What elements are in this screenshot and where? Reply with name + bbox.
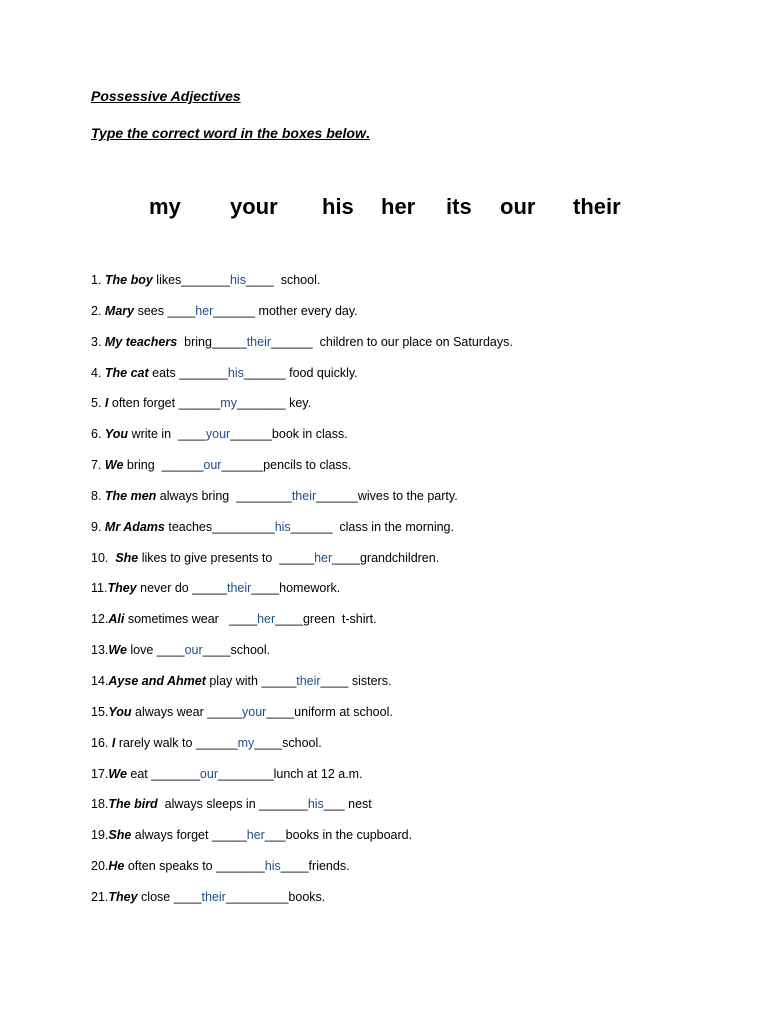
exercise-item bbox=[91, 610, 731, 641]
item-number: 5. bbox=[91, 396, 105, 411]
item-answer[interactable]: my bbox=[237, 735, 255, 750]
item-text-before: often speaks to _______ bbox=[124, 859, 265, 874]
item-text-after: ____uniform at school. bbox=[266, 704, 393, 719]
item-number: 15. bbox=[91, 704, 109, 719]
item-answer[interactable]: her bbox=[257, 612, 276, 627]
word-bank-word: her bbox=[381, 194, 416, 219]
item-text-after: ______ food quickly. bbox=[243, 365, 358, 380]
word-bank-word: its bbox=[446, 194, 472, 219]
exercise-item bbox=[91, 734, 731, 765]
word-bank-word: my bbox=[149, 194, 181, 219]
item-subject: Mary bbox=[104, 303, 135, 318]
item-subject: The boy bbox=[104, 273, 153, 287]
item-text-before: write in ____ bbox=[128, 427, 206, 442]
word-bank-word: our bbox=[500, 194, 536, 219]
worksheet-title: Possessive Adjectives bbox=[91, 88, 241, 104]
exercise-item bbox=[91, 857, 731, 888]
item-subject: The men bbox=[104, 488, 157, 503]
exercise-item bbox=[91, 271, 731, 302]
item-text-before: bring ______ bbox=[123, 458, 204, 473]
item-text-before: close ____ bbox=[137, 889, 202, 904]
item-answer[interactable]: their bbox=[296, 673, 321, 688]
item-text-after: ____school. bbox=[254, 735, 322, 750]
item-text-before: sees ____ bbox=[134, 303, 196, 318]
item-subject: They bbox=[108, 889, 138, 904]
exercise-item bbox=[91, 549, 731, 580]
item-subject: They bbox=[107, 581, 137, 596]
item-number: 21. bbox=[91, 889, 109, 904]
item-text-before: bring_____ bbox=[177, 334, 247, 349]
item-text-after: ______wives to the party. bbox=[316, 488, 458, 503]
word-bank-word: his bbox=[322, 194, 354, 219]
item-text-after: ______book in class. bbox=[230, 427, 348, 442]
item-answer[interactable]: his bbox=[264, 859, 281, 874]
item-number: 20. bbox=[91, 859, 109, 874]
item-subject: Ayse and Ahmet bbox=[108, 673, 206, 688]
word-bank-word: your bbox=[230, 194, 278, 219]
item-text-before: always forget _____ bbox=[131, 828, 247, 843]
item-answer[interactable]: his bbox=[229, 273, 246, 287]
item-answer[interactable]: my bbox=[220, 396, 237, 411]
item-text-after: ____homework. bbox=[251, 581, 341, 596]
item-subject: I bbox=[111, 735, 116, 750]
item-text-after: ____ school. bbox=[245, 273, 321, 287]
exercise-item bbox=[91, 703, 731, 734]
item-text-after: ____friends. bbox=[280, 859, 350, 874]
item-answer[interactable]: their bbox=[227, 581, 252, 596]
exercise-item bbox=[91, 765, 731, 796]
item-answer[interactable]: your bbox=[242, 704, 267, 719]
item-answer[interactable]: his bbox=[227, 365, 244, 380]
exercise-item bbox=[91, 518, 731, 549]
exercise-item bbox=[91, 888, 731, 919]
item-text-after: ____green t-shirt. bbox=[275, 612, 377, 627]
item-answer[interactable]: your bbox=[205, 427, 231, 442]
item-subject: You bbox=[108, 704, 132, 719]
item-text-after: ____ sisters. bbox=[320, 673, 392, 688]
item-answer[interactable]: her bbox=[195, 303, 214, 318]
item-text-before: always sleeps in _______ bbox=[157, 797, 308, 812]
item-subject: You bbox=[104, 427, 129, 442]
item-text-before: eats _______ bbox=[148, 365, 228, 380]
item-text-after: _______ key. bbox=[236, 396, 312, 411]
item-number: 4. bbox=[91, 365, 105, 380]
item-subject: The bird bbox=[108, 797, 158, 812]
item-text-after: ________lunch at 12 a.m. bbox=[218, 766, 363, 781]
item-text-before: likes to give presents to _____ bbox=[138, 550, 315, 565]
item-text-before: often forget ______ bbox=[108, 396, 221, 411]
item-subject: I bbox=[104, 396, 109, 411]
exercise-list bbox=[91, 271, 731, 919]
item-answer[interactable]: his bbox=[274, 519, 291, 534]
item-answer[interactable]: their bbox=[246, 334, 272, 349]
exercise-item bbox=[91, 394, 731, 425]
item-text-before: rarely walk to ______ bbox=[115, 735, 238, 750]
item-subject: We bbox=[108, 643, 127, 658]
item-text-before: teaches_________ bbox=[164, 519, 275, 534]
item-answer[interactable]: her bbox=[246, 828, 265, 843]
item-text-before: never do _____ bbox=[136, 581, 227, 596]
item-text-after: ______ children to our place on Saturdays. bbox=[271, 334, 513, 349]
item-text-before: eat _______ bbox=[126, 766, 200, 781]
exercise-item bbox=[91, 826, 731, 857]
exercise-item bbox=[91, 333, 731, 364]
item-text-after: _________books. bbox=[225, 889, 326, 904]
exercise-item bbox=[91, 364, 731, 395]
item-subject: The cat bbox=[104, 365, 149, 380]
word-bank-word: their bbox=[573, 194, 621, 219]
item-answer[interactable]: her bbox=[314, 550, 333, 565]
item-number: 6. bbox=[91, 427, 105, 442]
item-subject: Mr Adams bbox=[104, 519, 165, 534]
exercise-item bbox=[91, 579, 731, 610]
item-number: 7. bbox=[91, 458, 105, 473]
item-number: 3. bbox=[91, 334, 105, 349]
exercise-item bbox=[91, 456, 731, 487]
item-subject: She bbox=[108, 828, 132, 843]
item-number: 13. bbox=[91, 643, 109, 658]
item-text-after: ______pencils to class. bbox=[221, 458, 352, 473]
item-number: 17. bbox=[91, 766, 109, 781]
item-answer[interactable]: our bbox=[199, 766, 218, 781]
exercise-item bbox=[91, 672, 731, 703]
exercise-item bbox=[91, 425, 731, 456]
item-text-after: ____school. bbox=[202, 643, 271, 658]
item-subject: My teachers bbox=[104, 334, 178, 349]
item-answer[interactable]: our bbox=[184, 643, 203, 658]
item-subject: We bbox=[104, 458, 124, 473]
item-number: 14. bbox=[91, 673, 109, 688]
item-answer[interactable]: their bbox=[201, 889, 226, 904]
item-number: 9. bbox=[91, 519, 105, 534]
item-number: 2. bbox=[91, 303, 105, 318]
worksheet-instruction bbox=[91, 125, 370, 141]
item-number: 16. bbox=[91, 735, 112, 750]
word-bank bbox=[0, 194, 768, 224]
item-number: 11. bbox=[91, 581, 108, 596]
item-text-before: likes_______ bbox=[152, 273, 230, 287]
item-text-after: ___books in the cupboard. bbox=[264, 828, 413, 843]
item-answer[interactable]: our bbox=[203, 458, 222, 473]
item-subject: He bbox=[108, 859, 125, 874]
item-number: 18. bbox=[91, 797, 109, 812]
item-subject: She bbox=[115, 550, 139, 565]
item-number: 19. bbox=[91, 828, 109, 843]
exercise-item bbox=[91, 487, 731, 518]
item-subject: We bbox=[108, 766, 127, 781]
instruction-text: Type the correct word in the boxes below bbox=[91, 125, 366, 141]
item-number: 12. bbox=[91, 612, 109, 627]
exercise-item bbox=[91, 795, 731, 826]
item-number: 8. bbox=[91, 488, 105, 503]
item-text-after: ______ class in the morning. bbox=[290, 519, 454, 534]
item-text-before: always bring ________ bbox=[156, 488, 292, 503]
item-text-after: ___ nest bbox=[323, 797, 372, 812]
item-text-before: play with _____ bbox=[205, 673, 297, 688]
item-text-before: sometimes wear ____ bbox=[124, 612, 258, 627]
item-text-before: always wear _____ bbox=[131, 704, 243, 719]
item-number: 1. bbox=[91, 273, 105, 287]
item-subject: Ali bbox=[108, 612, 125, 627]
item-answer[interactable]: his bbox=[307, 797, 324, 812]
exercise-item bbox=[91, 302, 731, 333]
exercise-item bbox=[91, 641, 731, 672]
item-text-after: ____grandchildren. bbox=[332, 550, 440, 565]
item-text-before: love ____ bbox=[126, 643, 185, 658]
item-text-after: ______ mother every day. bbox=[213, 303, 358, 318]
item-answer[interactable]: their bbox=[291, 488, 317, 503]
instruction-period: . bbox=[365, 125, 370, 141]
item-number: 10. bbox=[91, 550, 116, 565]
